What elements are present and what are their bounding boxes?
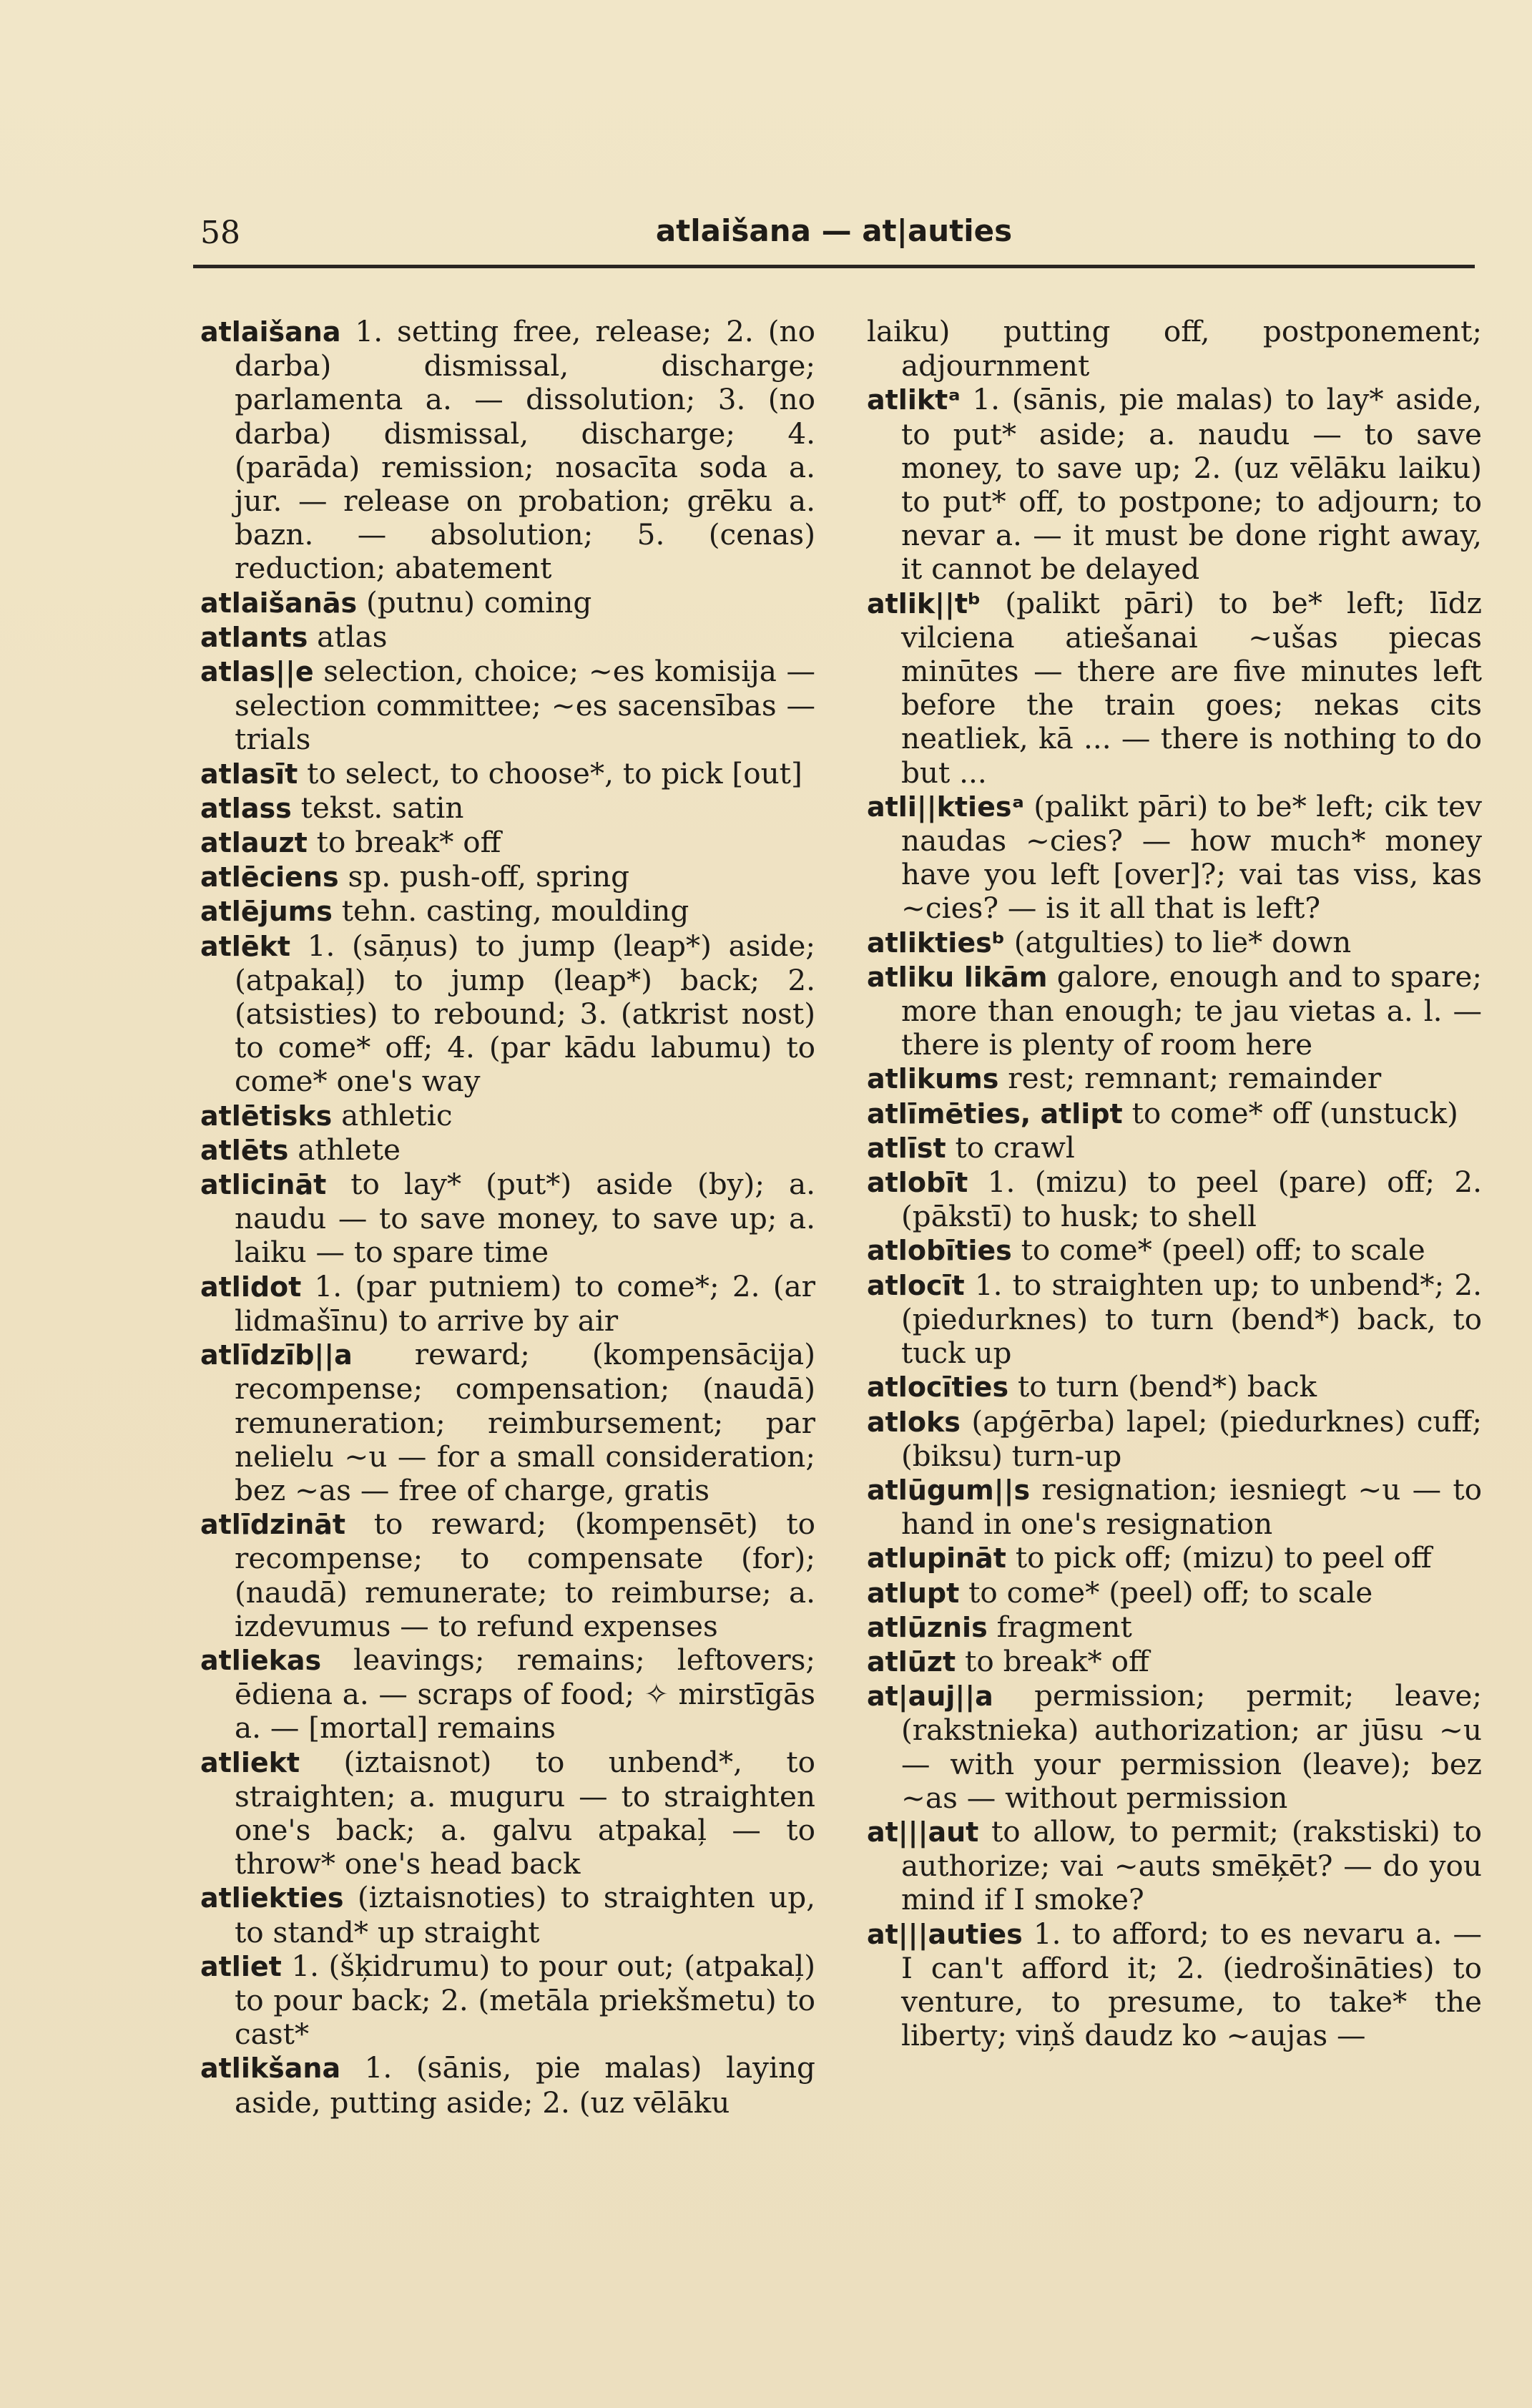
dictionary-entry bbox=[867, 1404, 1491, 1473]
definition: 1. (šķidrumu) to pour out; (atpakaļ) to pour back; 2. (metāla priekšmetu) to cast* bbox=[235, 1948, 825, 2052]
dictionary-entry bbox=[867, 1267, 1491, 1371]
headword: atlauzt bbox=[200, 827, 308, 859]
definition: 1. setting free, release; 2. (no darba) dismissal, discharge; parlamenta a. — dissolution; 3. (no darba) dismissal, discharge; 4. (parāda) remission; nosacīta soda a. jur. — release on probation; grēku a. bazn. — absolution; 5. (cenas) reduction; abatement bbox=[235, 314, 825, 586]
dictionary-entry bbox=[200, 586, 815, 620]
headword: at|||auties bbox=[867, 1918, 1023, 1950]
dictionary-entry bbox=[867, 1678, 1491, 1815]
headword: atlobīt bbox=[867, 1167, 968, 1199]
headword: atlupt bbox=[867, 1577, 960, 1609]
dictionary-entry bbox=[200, 314, 825, 586]
headword: atlaišana bbox=[200, 316, 341, 348]
dictionary-entry bbox=[867, 1233, 1482, 1268]
headword: atlass bbox=[200, 792, 292, 824]
headword: atlaišanās bbox=[200, 587, 358, 619]
headword: atlasīt bbox=[200, 758, 298, 790]
dictionary-entry bbox=[867, 1541, 1482, 1575]
dictionary-entry bbox=[867, 1097, 1482, 1131]
definition: (palikt pāri) to be* left; cik tev naudas ~cies? — how much* money have you left [over]?; vai tas viss, kas ~cies? — is it all that is left? bbox=[901, 788, 1491, 926]
headword: atlikums bbox=[867, 1063, 999, 1095]
dictionary-entry bbox=[200, 894, 815, 929]
dictionary-entry bbox=[200, 1268, 825, 1338]
definition: to select, to choose*, to pick [out] bbox=[298, 755, 802, 791]
headword: atlikšana bbox=[200, 2052, 341, 2085]
definition: to come* off (unstuck) bbox=[1122, 1095, 1458, 1130]
dictionary-entry bbox=[867, 1576, 1482, 1610]
definition: permission; permit; leave; (rakstnieka) authorization; ar jūsu ~u — with your permission (leave); bez ~as — without permission bbox=[901, 1678, 1491, 1815]
dictionary-entry bbox=[200, 860, 815, 894]
definition: athletic bbox=[332, 1097, 453, 1132]
dictionary-entry bbox=[867, 1814, 1491, 1917]
dictionary-entry bbox=[200, 1099, 815, 1133]
headword: atlicināt bbox=[200, 1169, 327, 1201]
dictionary-entry bbox=[867, 1645, 1482, 1679]
dictionary-entry bbox=[200, 826, 815, 860]
headword: atlīst bbox=[867, 1132, 946, 1164]
dictionary-entry bbox=[200, 654, 825, 757]
headword: atlēciens bbox=[200, 861, 339, 894]
headword: atlīdzīb||a bbox=[200, 1339, 353, 1371]
definition: to break* off bbox=[307, 825, 501, 860]
dictionary-entry bbox=[200, 620, 815, 655]
definition: to reward; (kompensēt) to recompense; to compensate (for); (naudā) remunerate; to reimburse; a. izdevumus — to refund expenses bbox=[235, 1507, 825, 1643]
dictionary-entry bbox=[867, 585, 1491, 790]
dictionary-entry bbox=[200, 1880, 825, 1949]
definition: (iztaisnot) to unbend*, to straighten; a. muguru — to straighten one's back; a. galvu atpakaļ — to throw* one's head back bbox=[235, 1744, 825, 1881]
dictionary-entry bbox=[200, 791, 815, 826]
dictionary-entry bbox=[867, 1916, 1491, 2053]
definition: to lay* (put*) aside (by); a. naudu — to save money, to save up; a. laiku — to spare time bbox=[235, 1167, 825, 1270]
definition: resignation; iesniegt ~u — to hand in one's resignation bbox=[901, 1472, 1491, 1542]
dictionary-entry bbox=[867, 1610, 1482, 1645]
dictionary-entry bbox=[200, 1642, 825, 1746]
headword: atlētisks bbox=[200, 1100, 333, 1132]
dictionary-entry bbox=[200, 1167, 825, 1270]
headword: atlēts bbox=[200, 1134, 289, 1166]
dictionary-entry bbox=[200, 1337, 825, 1507]
headword: atlīdzināt bbox=[200, 1509, 346, 1541]
dictionary-entry bbox=[867, 1062, 1482, 1096]
headword: atlik||tᵇ bbox=[867, 587, 981, 620]
headword: atli||ktiesᵃ bbox=[867, 791, 1024, 823]
headword: atloks bbox=[867, 1406, 961, 1438]
headword: atliekas bbox=[200, 1644, 322, 1676]
dictionary-entry bbox=[200, 1133, 815, 1168]
headword: atliekties bbox=[200, 1882, 344, 1914]
headword: atlēkt bbox=[200, 930, 291, 962]
headword: at|||aut bbox=[867, 1816, 979, 1848]
dictionary-entry bbox=[200, 757, 815, 791]
dictionary-entry bbox=[867, 1131, 1482, 1165]
headword: atliku likām bbox=[867, 961, 1048, 993]
dictionary-entry bbox=[867, 382, 1491, 587]
dictionary-entry bbox=[867, 959, 1491, 1062]
running-head: atlaišana — at|auties bbox=[655, 213, 1013, 248]
definition: tekst. satin bbox=[291, 790, 464, 825]
headword: atlobīties bbox=[867, 1235, 1012, 1267]
headword: atlīmēties, atlipt bbox=[867, 1097, 1123, 1130]
headword: atlas||e bbox=[200, 656, 314, 688]
dictionary-entry bbox=[867, 926, 1482, 960]
headword: atlūgum||s bbox=[867, 1474, 1031, 1506]
headword: atliktiesᵇ bbox=[867, 926, 1005, 959]
definition: 1. (par putniem) to come*; 2. (ar lidmašīnu) to arrive by air bbox=[235, 1268, 825, 1338]
definition: 1. (mizu) to peel (pare) off; 2. (pākstī) to husk; to shell bbox=[901, 1165, 1491, 1234]
definition: (atgulties) to lie* down bbox=[1004, 924, 1352, 959]
right-column bbox=[867, 314, 1491, 2053]
headword: atlūzt bbox=[867, 1645, 956, 1678]
dictionary-entry bbox=[867, 1370, 1482, 1404]
definition: to come* (peel) off; to scale bbox=[959, 1575, 1373, 1610]
definition: rest; remnant; remainder bbox=[998, 1061, 1382, 1096]
dictionary-entry bbox=[867, 1165, 1491, 1234]
definition: athlete bbox=[288, 1132, 401, 1167]
headword: atlidot bbox=[200, 1271, 302, 1303]
definition: to break* off bbox=[956, 1643, 1149, 1678]
definition: laiku) putting off, postponement; adjournment bbox=[867, 314, 1491, 383]
dictionary-entry bbox=[200, 1744, 825, 1881]
definition: 1. (sāņus) to jump (leap*) aside; (atpakaļ) to jump (leap*) back; 2. (atsisties) to rebound; 3. (atkrist nost) to come* off; 4. (par kādu labumu) to come* one's way bbox=[235, 928, 825, 1099]
dictionary-entry bbox=[200, 928, 825, 1099]
left-column bbox=[200, 314, 825, 2120]
headword: atliktᵃ bbox=[867, 384, 961, 416]
definition: leavings; remains; leftovers; ēdiena a. — scraps of food; ✧ mirstīgās a. — [mortal] remains bbox=[235, 1642, 825, 1746]
headword: atlūznis bbox=[867, 1611, 988, 1643]
definition: 1. (sānis, pie malas) laying aside, putting aside; 2. (uz vēlāku bbox=[235, 2050, 825, 2120]
headword: at|auj||a bbox=[867, 1680, 993, 1713]
definition: 1. (sānis, pie malas) to lay* aside, to put* aside; a. naudu — to save money, to save up; 2. (uz vēlāku laiku) to put* off, to postpone; to adjourn; to nevar a. — it must be done right away, it cannot be delayed bbox=[901, 382, 1491, 587]
definition: selection, choice; ~es komisija — selection committee; ~es sacensības — trials bbox=[235, 654, 825, 757]
definition: reward; (kompensācija) recompense; compensation; (naudā) remuneration; reimbursement; par nelielu ~u — for a small consideration; bez ~as — free of charge, gratis bbox=[235, 1337, 825, 1507]
headword: atlants bbox=[200, 621, 308, 653]
definition: atlas bbox=[308, 619, 388, 654]
headword: atlocīties bbox=[867, 1371, 1009, 1404]
page-header bbox=[193, 207, 1475, 268]
dictionary-entry bbox=[200, 2050, 825, 2120]
definition: to pick off; (mizu) to peel off bbox=[1006, 1540, 1432, 1575]
headword: atlocīt bbox=[867, 1269, 965, 1301]
definition: fragment bbox=[987, 1609, 1132, 1644]
page-number: 58 bbox=[200, 215, 240, 251]
definition: to come* (peel) off; to scale bbox=[1011, 1233, 1425, 1268]
definition: 1. to afford; to es nevaru a. — I can't afford it; 2. (iedrošināties) to venture, to presume, to take* the liberty; viņš daudz ko ~aujas — bbox=[901, 1916, 1491, 2053]
dictionary-entry bbox=[867, 314, 1491, 383]
dictionary-entry bbox=[867, 1472, 1491, 1542]
definition: (apģērba) lapel; (piedurknes) cuff; (biksu) turn-up bbox=[901, 1404, 1491, 1473]
definition: (putnu) coming bbox=[357, 584, 592, 620]
dictionary-entry bbox=[867, 788, 1491, 926]
dictionary-entry bbox=[200, 1507, 825, 1643]
dictionary-entry bbox=[200, 1948, 825, 2052]
headword: atlupināt bbox=[867, 1542, 1006, 1575]
definition: sp. push-off, spring bbox=[338, 859, 629, 894]
headword: atlējums bbox=[200, 896, 333, 928]
definition: galore, enough and to spare; more than enough; te jau vietas a. l. — there is plenty of room here bbox=[901, 959, 1491, 1062]
headword: atliekt bbox=[200, 1746, 300, 1778]
definition: to allow, to permit; (rakstiski) to authorize; vai ~auts smēķēt? — do you mind if I smoke? bbox=[901, 1814, 1491, 1917]
definition: 1. to straighten up; to unbend*; 2. (piedurknes) to turn (bend*) back, to tuck up bbox=[901, 1267, 1491, 1371]
definition: (palikt pāri) to be* left; līdz vilciena atiešanai ~ušas piecas minūtes — there are five minutes left before the train goes; nekas cits neatliek, kā ... — there is nothing to do but ... bbox=[901, 585, 1491, 790]
definition: to crawl bbox=[946, 1130, 1075, 1165]
headword: atliet bbox=[200, 1950, 282, 1982]
definition: to turn (bend*) back bbox=[1008, 1369, 1317, 1404]
definition: (iztaisnoties) to straighten up, to stand* up straight bbox=[235, 1880, 825, 1949]
definition: tehn. casting, moulding bbox=[332, 894, 689, 929]
